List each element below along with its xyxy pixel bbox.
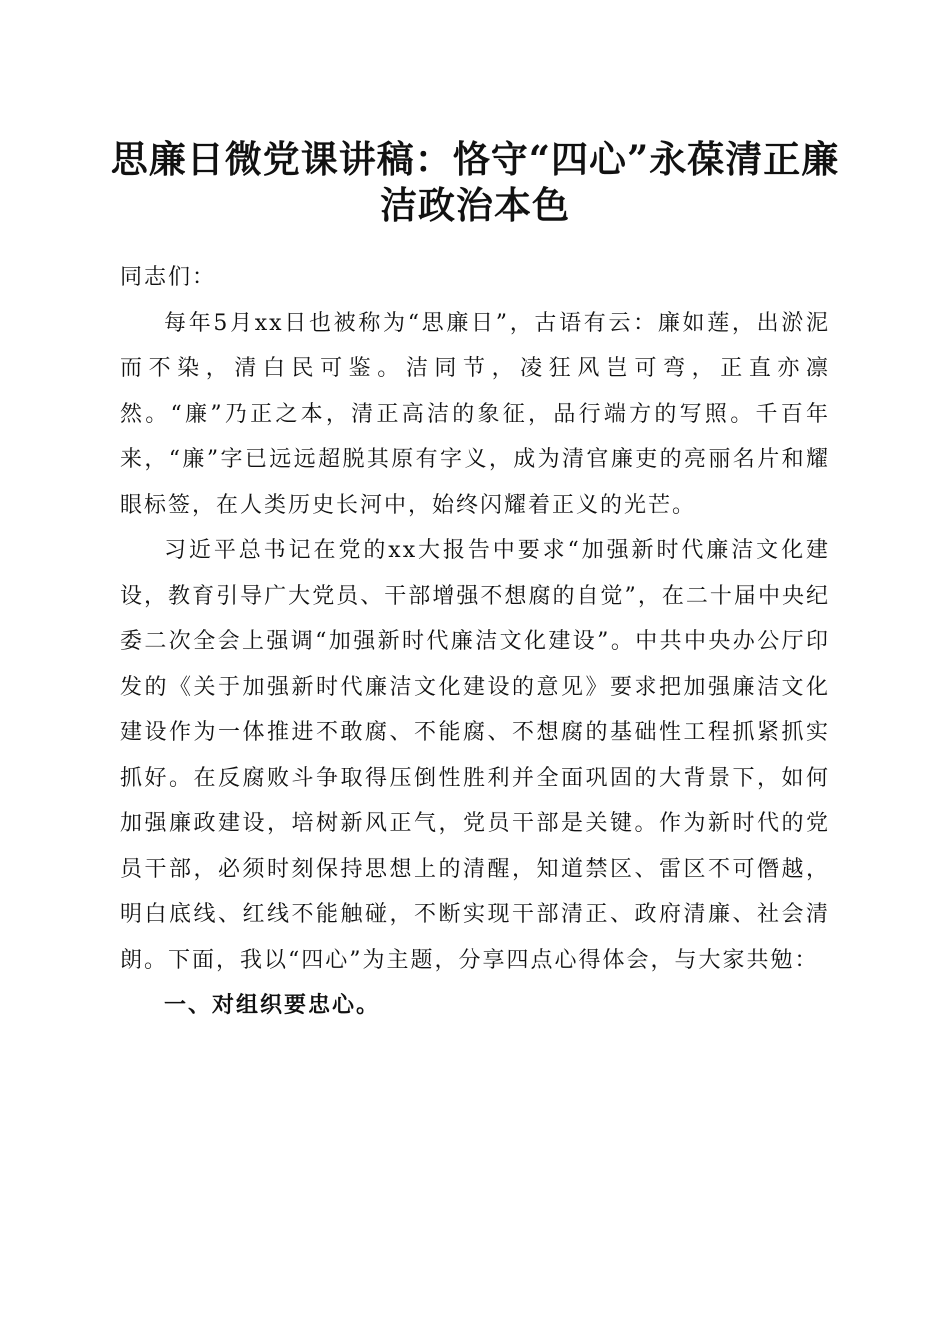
document-title xyxy=(110,136,840,228)
title-line-1: 思廉日微党课讲稿：恪守“四心”永葆清正廉 xyxy=(110,137,840,181)
paragraph-2: 习近平总书记在党的xx大报告中要求“加强新时代廉洁文化建设，教育引导广大党员、干部增强不想腐的自觉”，在二十届中央纪委二次全会上强调“加强新时代廉洁文化建设”。中共中央办公厅印发的《关于加强新时代廉洁文化建设的意见》要求把加强廉洁文化建设作为一体推进不敢腐、不能腐、不想腐的基础性工程抓紧抓实抓好。在反腐败斗争取得压倒性胜利并全面巩固的大背景下，如何加强廉政建设，培树新风正气，党员干部是关键。作为新时代的党员干部，必须时刻保持思想上的清醒，知道禁区、雷区不可僭越，明白底线、红线不能触碰，不断实现干部清正、政府清廉、社会清朗。下面，我以“四心”为主题，分享四点心得体会，与大家共勉： xyxy=(120,538,830,973)
title-line-2: 洁政治本色 xyxy=(380,183,570,227)
section-heading: 一、对组织要忠心。 xyxy=(164,993,381,1018)
paragraph-1: 每年5月xx日也被称为“思廉日”，古语有云：廉如莲，出淤泥而不染，清白民可鉴。洁同节，凌狂风岂可弯，正直亦凛然。“廉”乃正之本，清正高洁的象征，品行端方的写照。千百年来，“廉”字已远远超脱其原有字义，成为清官廉吏的亮丽名片和耀眼标签，在人类历史长河中，始终闪耀着正义的光芒。 xyxy=(120,310,830,518)
document-body xyxy=(120,255,830,1029)
salutation: 同志们： xyxy=(120,265,217,290)
